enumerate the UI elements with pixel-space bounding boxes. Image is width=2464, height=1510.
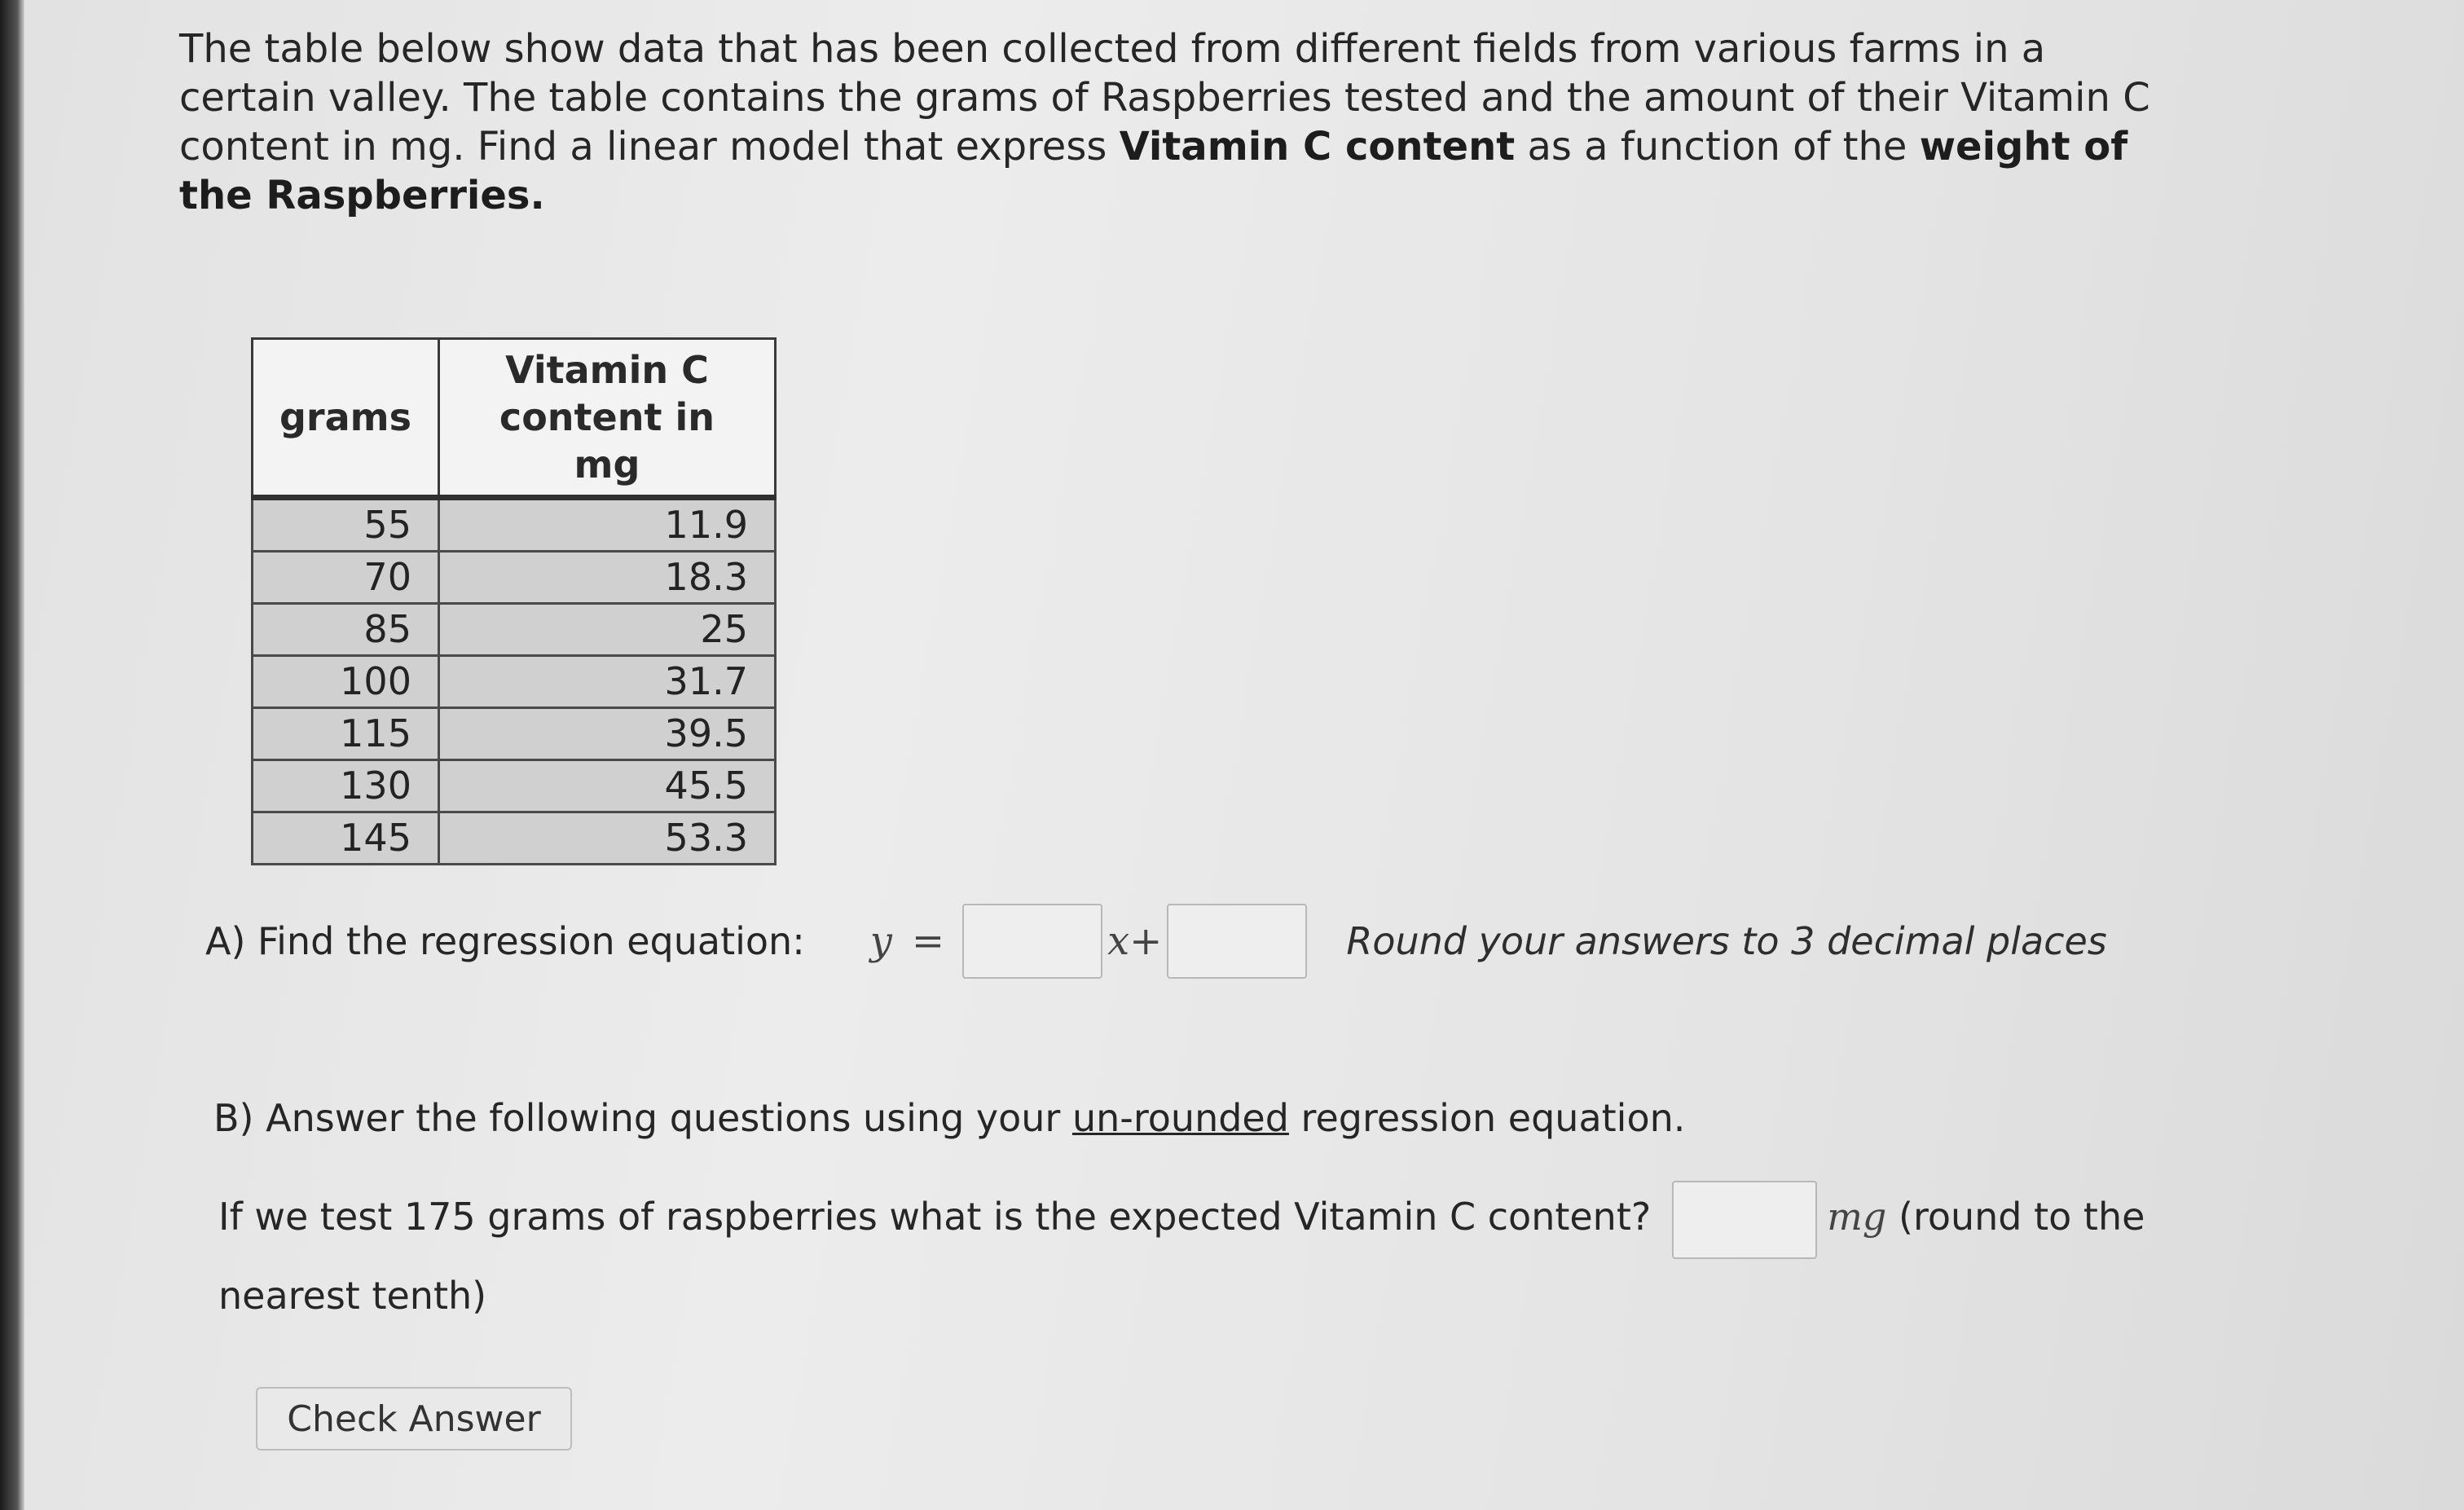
- cell-grams: 100: [253, 656, 439, 708]
- cell-vitamin-c: 25: [438, 604, 775, 656]
- table-row: [253, 760, 776, 812]
- intro-bold-weight: weight of the Raspberries.: [179, 124, 2128, 218]
- intercept-input[interactable]: [1167, 904, 1307, 979]
- prediction-question: [218, 1180, 2198, 1332]
- table-header-row: [253, 339, 776, 498]
- data-table: [251, 337, 777, 865]
- intro-text-2: as a function of the: [1515, 124, 1920, 169]
- rounding-instruction: (round to the nearest tenth): [218, 1195, 2145, 1318]
- header-vitamin-c: Vitamin C content in mg: [438, 339, 775, 498]
- cell-vitamin-c: 39.5: [438, 708, 775, 760]
- table-row: [253, 708, 776, 760]
- equals-sign: =: [911, 918, 945, 964]
- part-a: [205, 905, 2107, 978]
- cell-vitamin-c: 11.9: [438, 498, 775, 552]
- slope-input[interactable]: [962, 904, 1102, 979]
- table-row: [253, 552, 776, 604]
- check-answer-button[interactable]: Check Answer: [256, 1387, 572, 1451]
- intro-text-1: The table below show data that has been collected from different fields from various farms in a certain valley. The table contains the grams of Raspberries tested and the amount of their Vitamin C content in mg. Find a linear model that express: [179, 26, 2150, 169]
- cell-grams: 145: [253, 812, 439, 865]
- question-text: If we test 175 grams of raspberries what is the expected Vitamin C content?: [218, 1195, 1652, 1239]
- y-variable: y: [869, 918, 892, 964]
- table-row: [253, 498, 776, 552]
- cell-grams: 130: [253, 760, 439, 812]
- table-row: [253, 656, 776, 708]
- table-row: [253, 604, 776, 656]
- window-edge: [0, 0, 24, 1510]
- rounding-note: Round your answers to 3 decimal places: [1346, 919, 2107, 963]
- part-b-prefix: B) Answer the following questions using your: [213, 1096, 1072, 1140]
- part-b: [213, 1096, 1685, 1140]
- part-b-suffix: regression equation.: [1288, 1096, 1686, 1140]
- cell-vitamin-c: 31.7: [438, 656, 775, 708]
- part-a-label: A) Find the regression equation:: [205, 919, 805, 963]
- part-b-underlined: un-rounded: [1071, 1096, 1289, 1140]
- problem-page: [24, 0, 2464, 1510]
- intro-bold-vitamin-c: Vitamin C content: [1119, 124, 1516, 169]
- problem-intro: [179, 24, 2167, 220]
- cell-vitamin-c: 53.3: [438, 812, 775, 865]
- x-plus-term: x+: [1107, 918, 1163, 964]
- cell-grams: 115: [253, 708, 439, 760]
- cell-grams: 70: [253, 552, 439, 604]
- cell-grams: 55: [253, 498, 439, 552]
- header-grams: grams: [253, 339, 439, 498]
- table-row: [253, 812, 776, 865]
- unit-mg: mg: [1827, 1195, 1887, 1239]
- cell-grams: 85: [253, 604, 439, 656]
- prediction-input[interactable]: [1672, 1181, 1817, 1259]
- cell-vitamin-c: 18.3: [438, 552, 775, 604]
- cell-vitamin-c: 45.5: [438, 760, 775, 812]
